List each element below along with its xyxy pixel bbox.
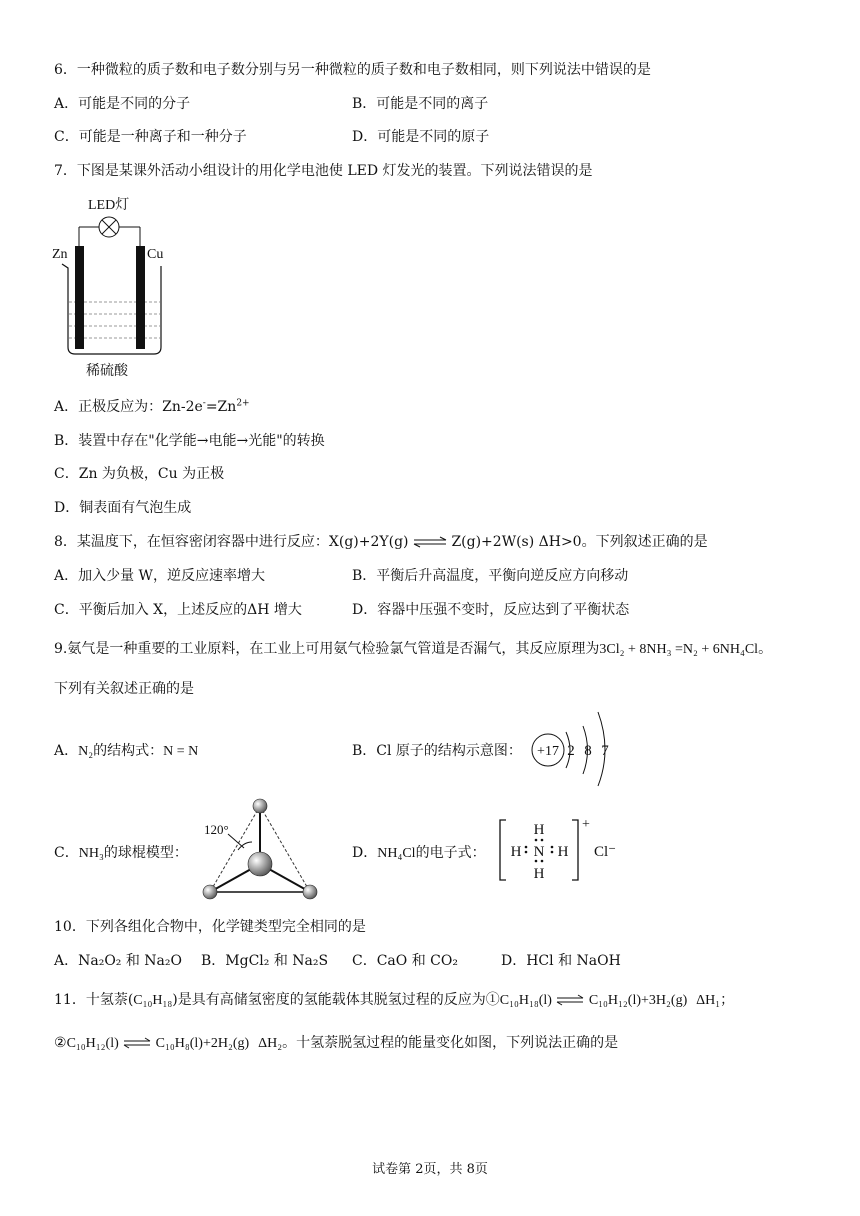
q7-a-sup1: -: [202, 398, 206, 409]
q11-eq2-left: C₁₀H₁₂(l): [66, 1036, 119, 1051]
nh4-h-left: H: [510, 844, 522, 860]
q9-option-d: [352, 844, 486, 863]
cl-nucleus-label: +17: [537, 744, 559, 759]
nh4-charge: +: [582, 817, 590, 832]
q8-option-d: D．容器中压强不变时，反应达到了平衡状态: [352, 602, 630, 618]
q9-d-label: D．: [352, 845, 378, 861]
q11-eq2-right: C₁₀H₈(l)+2H₂(g): [155, 1036, 250, 1051]
q9-a-label: A．: [54, 743, 79, 759]
q9-option-a: [54, 742, 198, 761]
q11-stem-line2: [54, 1034, 618, 1053]
q9-stem-line2: 下列有关叙述正确的是: [54, 681, 194, 697]
q9-option-c: [54, 844, 188, 863]
q11-eq2-dh: ΔH₂: [258, 1036, 283, 1051]
q6-option-d: D．可能是不同的原子: [352, 129, 490, 145]
q7-option-b: B．装置中存在"化学能→电能→光能"的转换: [54, 433, 325, 449]
q8-stem-pre: 8．某温度下，在恒容密闭容器中进行反应：X(g)+2Y(g): [54, 534, 409, 550]
acid-label: 稀硫酸: [86, 364, 128, 379]
nh3-angle-label: 120°: [204, 822, 229, 837]
q6-stem: 6．一种微粒的质子数和电子数分别与另一种微粒的质子数和电子数相同，则下列说法中错误的是: [54, 62, 651, 78]
cl-shell-2: 8: [584, 743, 592, 759]
led-label: LED灯: [88, 198, 130, 213]
cl-anion: Cl⁻: [594, 844, 617, 860]
q7-option-a: [54, 398, 250, 416]
q9-option-b: B．Cl 原子的结构示意图：: [352, 743, 522, 759]
battery-diagram: [48, 192, 180, 382]
q7-a-mid: =Zn: [205, 399, 237, 415]
q9-d-text: 的电子式：: [415, 845, 486, 861]
q9-a-n2: N₂: [78, 744, 94, 759]
q9-a-text: 的结构式：: [93, 743, 164, 759]
q11-stem2-pre: ②: [54, 1035, 67, 1051]
reversible-arrow-icon: [556, 994, 584, 1006]
nh3-n-atom: [248, 852, 272, 876]
q9-stem1-end: 。: [758, 641, 773, 657]
cu-electrode-label: Cu: [147, 247, 164, 262]
nh4-n-center: N: [533, 844, 545, 860]
q10-stem: 10．下列各组化合物中，化学键类型完全相同的是: [54, 919, 366, 935]
nh4-h-bottom: H: [533, 866, 545, 882]
q8-option-a: A．加入少量 W，逆反应速率增大: [54, 568, 265, 584]
q8-option-b: B．平衡后升高温度，平衡向逆反应方向移动: [352, 568, 629, 584]
q7-stem: 7．下图是某课外活动小组设计的用化学电池使 LED 灯发光的装置。下列说法错误的是: [54, 163, 593, 179]
q8-stem: [54, 533, 708, 551]
q7-a-prefix: A．正极反应为：Zn-2e: [54, 399, 203, 415]
q7-a-sup2: 2+: [236, 398, 250, 409]
led-lamp-icon: [99, 217, 119, 237]
q11-eq1-right: C₁₀H₁₂(l)+3H₂(g): [588, 993, 688, 1008]
q10-option-c: C．CaO 和 CO₂: [352, 953, 458, 969]
q11-stem1-pre: 11．十氢萘(: [54, 992, 134, 1008]
q11-eq1-end: ；: [720, 992, 735, 1008]
cl-atom-diagram: [528, 706, 620, 790]
q10-option-a: A．Na₂O₂ 和 Na₂O: [54, 953, 182, 969]
q10-option-d: D．HCl 和 NaOH: [501, 953, 621, 969]
equilibrium-arrow-icon: [413, 536, 447, 548]
nh3-h-atom-top: [253, 799, 267, 813]
nh3-h-atom-right: [303, 885, 317, 899]
q9-stem-line1: [54, 640, 772, 659]
q9-equation: 3Cl₂ + 8NH₃ =N₂ + 6NH₄Cl: [599, 642, 759, 657]
cl-shell-3: 7: [601, 743, 609, 759]
nh3-h-atom-left: [203, 885, 217, 899]
q11-stem1-formula: C₁₀H₁₈: [133, 993, 173, 1008]
q11-stem2-post: 。十氢萘脱氢过程的能量变化如图，下列说法正确的是: [282, 1035, 619, 1051]
q9-d-nh4cl: NH₄Cl: [377, 846, 416, 861]
nh4-h-right: H: [557, 844, 569, 860]
q10-option-b: B．MgCl₂ 和 Na₂S: [201, 953, 329, 969]
q9-a-formula: N = N: [163, 744, 199, 759]
cu-electrode: [136, 246, 145, 349]
q8-stem-post: Z(g)+2W(s) ΔH>0。下列叙述正确的是: [451, 534, 708, 550]
q6-option-c: C．可能是一种离子和一种分子: [54, 129, 247, 145]
q11-eq1-dh: ΔH₁: [696, 993, 721, 1008]
cl-shell-1: 2: [567, 743, 575, 759]
q6-option-a: A．可能是不同的分子: [54, 96, 191, 112]
reversible-arrow-icon: [123, 1037, 151, 1049]
zn-electrode-label: Zn: [52, 247, 68, 262]
q8-option-c: C．平衡后加入 X，上述反应的ΔH 增大: [54, 602, 302, 618]
q9-c-nh3: NH₃: [78, 846, 104, 861]
q9-stem1: 9.氨气是一种重要的工业原料，在工业上可用氨气检验氯气管道是否漏气，其反应原理为: [54, 641, 600, 657]
zn-electrode: [75, 246, 84, 349]
q9-c-text: 的球棍模型：: [103, 845, 188, 861]
q7-option-c: C．Zn 为负极，Cu 为正极: [54, 466, 225, 482]
q11-stem-line1: [54, 991, 734, 1010]
q7-option-d: D．铜表面有气泡生成: [54, 500, 192, 516]
q6-option-b: B．可能是不同的离子: [352, 96, 489, 112]
q11-eq1-left: C₁₀H₁₈(l): [499, 993, 552, 1008]
nh4cl-electron-formula: [496, 814, 626, 886]
q11-stem1-mid: )是具有高储氢密度的氢能载体其脱氢过程的反应为①: [172, 992, 500, 1008]
nh4-h-top: H: [533, 822, 545, 838]
nh3-ball-stick-model: [198, 796, 324, 902]
page-footer: 试卷第 2页，共 8页: [372, 1162, 488, 1177]
q9-c-label: C．: [54, 845, 79, 861]
